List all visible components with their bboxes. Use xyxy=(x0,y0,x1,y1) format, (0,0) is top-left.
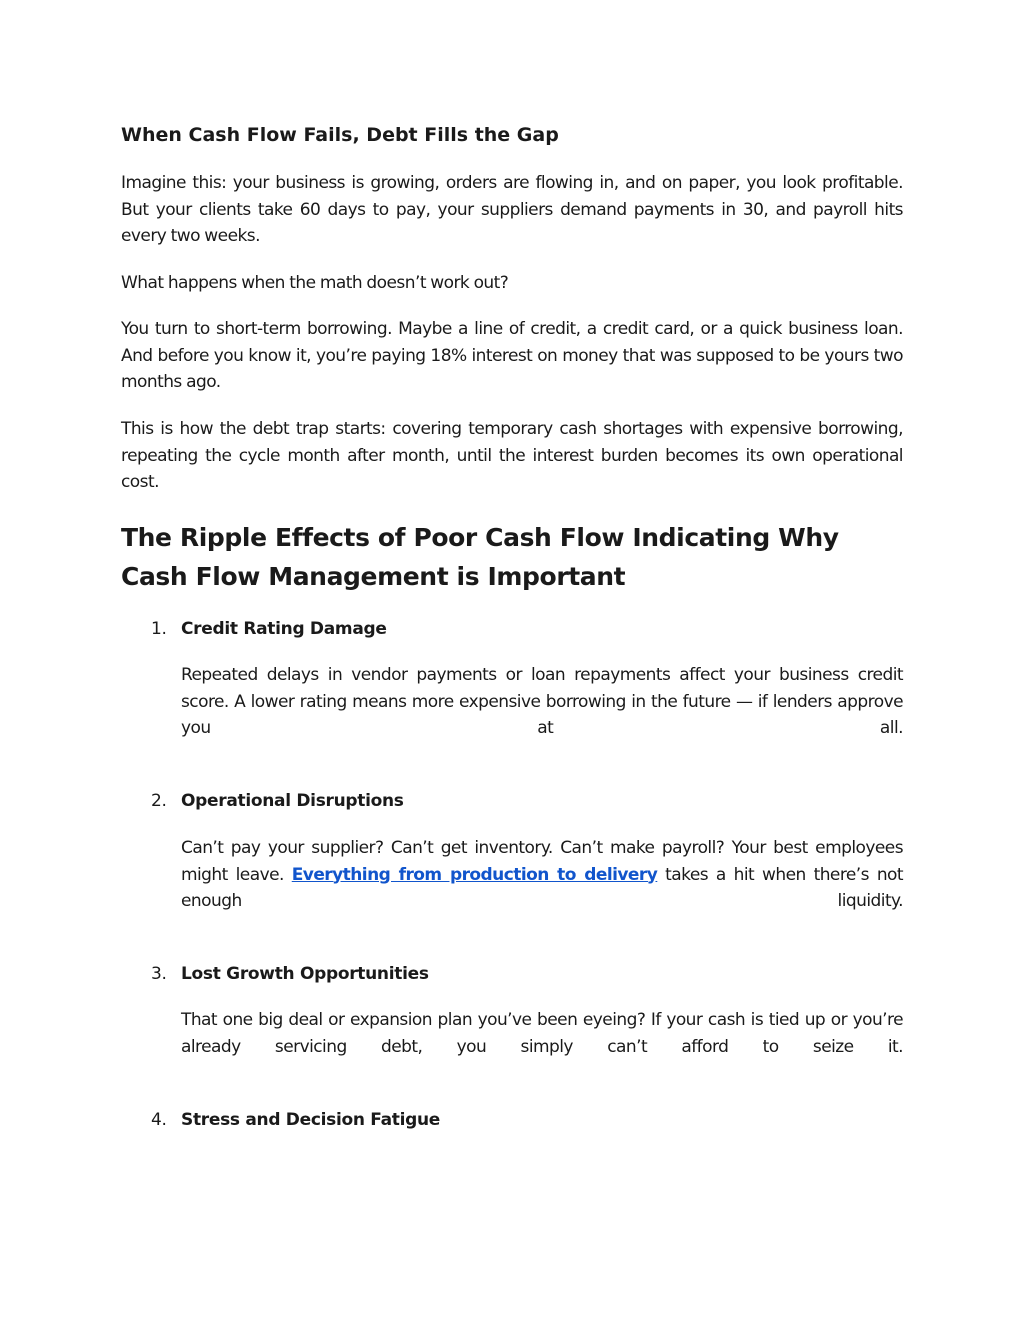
list-item-body-text: That one big deal or expansion plan you’ve been eyeing? If your cash is tied up or you’re already servicing debt, you simply can’t afford to seize it. xyxy=(181,1010,903,1057)
list-item-body-text xyxy=(181,835,903,915)
body-text-before-link: Can’t pay your supplier? Can’t get inventory. Can’t make payroll? Your best employees might leave. xyxy=(181,838,903,885)
paragraph-debt-trap xyxy=(121,416,903,496)
list-item-number: 4. xyxy=(151,1110,167,1130)
paragraph-intro xyxy=(121,170,903,250)
paragraph-text: This is how the debt trap starts: covering temporary cash shortages with expensive borrowing, repeating the cycle month after month, until the interest burden becomes its own operational cost. xyxy=(121,419,903,492)
paragraph-question xyxy=(121,270,903,297)
list-item-title-text: Lost Growth Opportunities xyxy=(181,964,429,984)
list-item-body-text: Repeated delays in vendor payments or loan repayments affect your business credit score. A lower rating means more expensive borrowing in the future — if lenders approve you at all. xyxy=(181,665,903,738)
body-text-after-link: takes a hit when there’s not enough liquidity. xyxy=(181,864,904,911)
list-item-title-text: Operational Disruptions xyxy=(181,791,404,811)
paragraph-text: Imagine this: your business is growing, orders are flowing in, and on paper, you look profitable. But your clients take 60 days to pay, your suppliers demand payments in 30, and payroll hits every two weeks. xyxy=(121,173,903,246)
list-item-number: 3. xyxy=(151,964,167,984)
paragraph-text: What happens when the math doesn’t work out? xyxy=(121,273,509,293)
paragraph-text: You turn to short-term borrowing. Maybe a line of credit, a credit card, or a quick business loan. And before you know it, you’re paying 18% interest on money that was supposed to be yours two months ago. xyxy=(121,319,903,392)
list-item-title xyxy=(121,788,404,814)
list-item-number: 2. xyxy=(151,791,167,811)
section-heading: When Cash Flow Fails, Debt Fills the Gap xyxy=(121,124,559,146)
list-item-title xyxy=(121,961,429,987)
list-item-title-text: Credit Rating Damage xyxy=(181,619,387,639)
paragraph-borrowing xyxy=(121,316,903,396)
list-item-title xyxy=(121,616,387,642)
list-item-title-text: Stress and Decision Fatigue xyxy=(181,1110,441,1130)
list-item-body xyxy=(181,1007,903,1060)
list-item-number: 1. xyxy=(151,619,167,639)
production-to-delivery-link[interactable]: Everything from production to delivery xyxy=(291,864,658,885)
list-item-title xyxy=(121,1107,440,1133)
list-item-body xyxy=(181,835,903,915)
main-heading: The Ripple Effects of Poor Cash Flow Indicating Why Cash Flow Management is Important xyxy=(121,523,839,591)
list-item-body xyxy=(181,662,903,742)
